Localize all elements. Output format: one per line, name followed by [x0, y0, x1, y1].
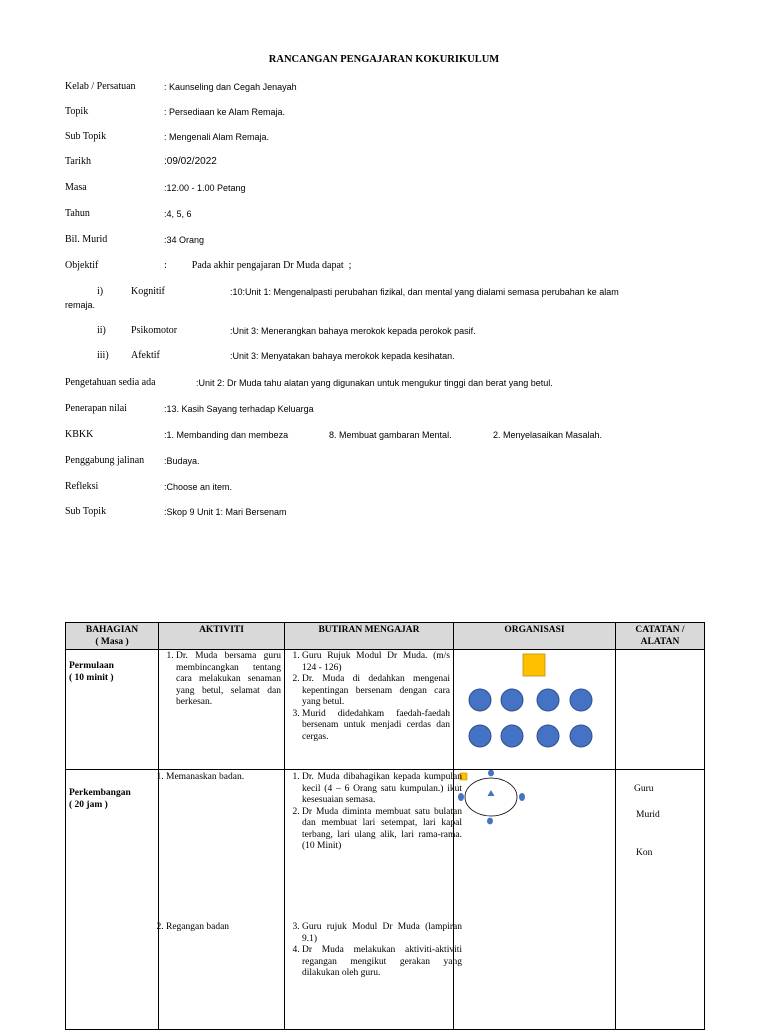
teaching-detail-item: 4. Dr Muda melakukan aktiviti-aktiviti regangan mengikut gerakan yang dilakukan oleh guru.	[302, 945, 462, 980]
header-sublabel: ALATAN	[640, 637, 680, 647]
notes-cell	[616, 770, 705, 1030]
student-circle-icon	[469, 725, 491, 747]
document-title: RANCANGAN PENGAJARAN KOKURIKULUM	[268, 54, 500, 65]
teaching-detail-item: 3. Murid didedahkam faedah-faedah bersenam untuk menjadi cerdas dan cergas.	[302, 709, 450, 744]
student-circle-icon	[570, 725, 592, 747]
field-value: :Budaya.	[164, 456, 200, 466]
field-label: Refleksi	[65, 481, 99, 492]
activity-list	[152, 922, 286, 932]
field-value: : Pada akhir pengajaran Dr Muda dapat ;	[164, 260, 352, 271]
header-organisasi: ORGANISASI	[454, 623, 616, 650]
table-header-row	[66, 623, 705, 650]
phase-cell	[66, 770, 159, 1030]
field-value-2: 8. Membuat gambaran Mental.	[329, 430, 452, 440]
header-label: CATATAN /	[635, 625, 685, 635]
note-item: Murid	[636, 810, 660, 820]
header-bahagian	[66, 623, 159, 650]
phase-cell	[66, 650, 159, 770]
objective-text: :10:Unit 1: Mengenalpasti perubahan fizikal, dan mental yang dialami semasa perubahan ke alam	[230, 287, 619, 297]
objective-number: i)	[97, 286, 104, 297]
field-value: :13. Kasih Sayang terhadap Keluarga	[164, 404, 314, 414]
objective-text: :Unit 3: Menyatakan bahaya merokok kepada kesihatan.	[230, 351, 455, 361]
field-label: Bil. Murid	[65, 234, 108, 245]
reflection-dropdown[interactable]: :Choose an item.	[164, 482, 233, 492]
student-circle-icon	[501, 725, 523, 747]
teacher-square-icon	[523, 654, 545, 676]
header-sublabel: ( Masa )	[95, 637, 129, 647]
student-circle-icon	[469, 689, 491, 711]
teaching-detail-item: 1. Guru Rujuk Modul Dr Muda. (m/s 124 - 126)	[302, 651, 450, 674]
field-value: :Unit 2: Dr Muda tahu alatan yang digunakan untuk mengukur tinggi dan berat yang betul.	[196, 378, 553, 388]
student-dot-icon	[519, 793, 525, 801]
teaching-detail-item: 2. Dr. Muda di dedahkan mengenai kepentingan bersenam dengan cara yang betul.	[302, 674, 450, 709]
student-circle-icon	[570, 689, 592, 711]
field-value: :Skop 9 Unit 1: Mari Bersenam	[164, 507, 287, 517]
field-value: : Kaunseling dan Cegah Jenayah	[164, 82, 297, 92]
objective-domain: Kognitif	[131, 286, 165, 297]
field-label: Tarikh	[65, 156, 91, 167]
cone-triangle-icon	[488, 790, 495, 796]
activity-cell	[159, 770, 285, 1030]
student-circle-icon	[537, 689, 559, 711]
phase-time: ( 20 jam )	[69, 800, 108, 810]
field-value-3: 2. Menyelasaikan Masalah.	[493, 430, 603, 440]
phase-time: ( 10 minit )	[69, 673, 114, 683]
field-value: :4, 5, 6	[164, 209, 192, 219]
header-label: BAHAGIAN	[85, 625, 139, 635]
running-circle-icon	[465, 778, 517, 816]
teaching-detail-cell	[285, 770, 462, 1030]
activity-item: 1. Memanaskan badan.	[166, 772, 286, 782]
activity-list	[152, 772, 286, 782]
header-catatan	[616, 623, 705, 650]
field-label: Objektif	[65, 260, 99, 271]
field-label: Masa	[65, 182, 87, 193]
student-circle-icon	[501, 689, 523, 711]
field-label: Kelab / Persatuan	[65, 81, 136, 92]
table-row	[66, 770, 705, 1030]
header-aktiviti: AKTIVITI	[159, 623, 285, 650]
field-value: : Mengenali Alam Remaja.	[164, 132, 270, 142]
lesson-plan-table	[65, 622, 705, 1030]
activity-list	[162, 651, 281, 709]
field-value: :34 Orang	[164, 235, 205, 245]
phase-name: Perkembangan	[69, 788, 131, 798]
field-label: Topik	[65, 106, 89, 117]
teaching-detail-cell	[285, 650, 454, 770]
activity-cell	[159, 650, 285, 770]
activity-item: 1. Dr. Muda bersama guru membincangkan tentang cara melakukan senaman yang betul, selamat dan berkesan.	[176, 651, 281, 709]
objective-domain: Psikomotor	[131, 325, 178, 336]
field-value: :12.00 - 1.00 Petang	[164, 183, 246, 193]
field-label: Penerapan nilai	[65, 403, 127, 414]
field-label: Sub Topik	[65, 506, 107, 517]
objective-number: iii)	[97, 350, 109, 361]
field-label: KBKK	[65, 429, 94, 440]
circle-formation-diagram	[454, 770, 616, 840]
organization-cell	[454, 770, 616, 1030]
teaching-detail-list	[288, 651, 450, 743]
activity-item: 2. Regangan badan	[166, 922, 286, 932]
note-item: Guru	[634, 784, 654, 794]
objective-domain: Afektif	[131, 350, 160, 361]
student-dot-icon	[487, 818, 493, 825]
teaching-detail-list	[288, 772, 462, 853]
note-item: Kon	[636, 848, 653, 858]
notes-cell	[616, 650, 705, 770]
phase-name: Permulaan	[69, 661, 114, 671]
field-label: Penggabung jalinan	[65, 455, 145, 466]
field-label: Tahun	[65, 208, 90, 219]
teaching-detail-list	[288, 922, 462, 980]
student-dot-icon	[488, 770, 494, 776]
teaching-detail-item: 1. Dr. Muda dibahagikan kepada kumpulan kecil (4 – 6 Orang satu kumpulan.) ikut kesesuaian semasa.	[302, 772, 462, 807]
teaching-detail-item: 3. Guru rujuk Modul Dr Muda (lampiran 9.1)	[302, 922, 462, 945]
field-value: :1. Membanding dan membeza	[164, 430, 289, 440]
header-butiran: BUTIRAN MENGAJAR	[285, 623, 454, 650]
teaching-detail-item: 2. Dr Muda diminta membuat satu bulatan dan membuat lari setempat, lari kapal terbang, lari ulang alik, lari rama-rama.(10 Minit)	[302, 807, 462, 853]
objective-number: ii)	[97, 325, 106, 336]
field-label: Sub Topik	[65, 131, 107, 142]
objective-text: :Unit 3: Menerangkan bahaya merokok kepada perokok pasif.	[230, 326, 476, 336]
field-label: Pengetahuan sedia ada	[65, 377, 156, 388]
student-circle-icon	[537, 725, 559, 747]
organization-cell	[454, 650, 616, 770]
formation-diagram	[454, 650, 616, 766]
field-value: : Persediaan ke Alam Remaja.	[164, 107, 286, 117]
objective-text-cont: remaja.	[65, 300, 96, 310]
field-value: :09/02/2022	[164, 156, 217, 167]
table-row	[66, 650, 705, 770]
